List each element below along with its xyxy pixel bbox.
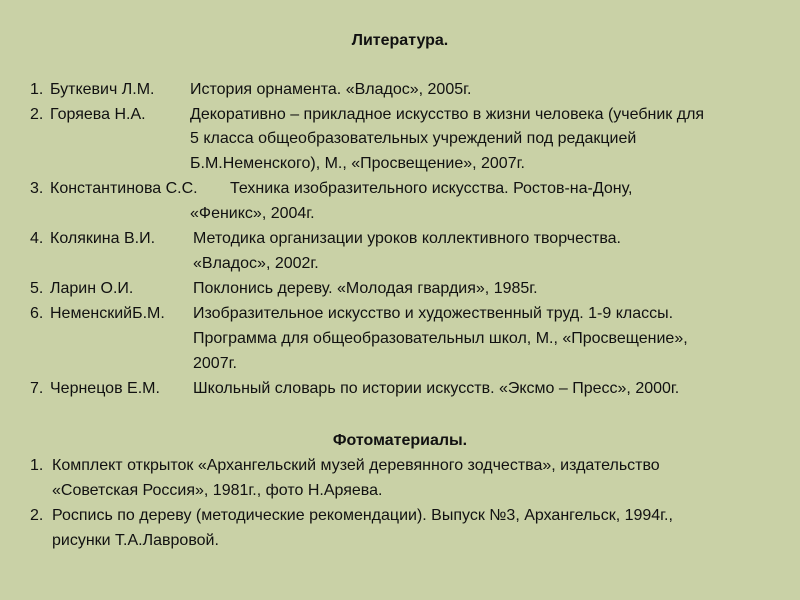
item-title-line: Декоративно – прикладное искусство в жизни человека (учебник для [190, 106, 705, 123]
item-title-line: Школьный словарь по истории искусств. «Эксмо – Пресс», 2000г. [193, 380, 680, 397]
item-continuation-line: «Советская Россия», 1981г., фото Н.Аряева. [52, 482, 383, 499]
photo-heading: Фотоматериалы. [332, 432, 468, 449]
item-title-line: Изобразительное искусство и художественный труд. 1-9 классы. [193, 305, 674, 322]
item-author: Колякина В.И. [50, 230, 156, 247]
item-author: НеменскийБ.М. [50, 305, 165, 322]
item-title-line: История орнамента. «Владос», 2005г. [190, 81, 472, 98]
item-number: 4. [30, 230, 44, 247]
item-continuation-line: 5 класса общеобразовательных учреждений под редакцией [190, 130, 637, 147]
item-author: Константинова С.С. [50, 180, 198, 197]
item-number: 2. [30, 106, 44, 123]
item-number: 2. [30, 507, 44, 524]
literature-heading: Литература. [351, 32, 449, 49]
item-title-line: Методика организации уроков коллективного творчества. [193, 230, 621, 247]
item-title-line: Комплект открыток «Архангельский музей деревянного зодчества», издательство [52, 457, 660, 474]
item-title-line: Техника изобразительного искусства. Ростов-на-Дону, [230, 180, 633, 197]
item-author: Ларин О.И. [50, 280, 134, 297]
item-author: Чернецов Е.М. [50, 380, 160, 397]
item-number: 7. [30, 380, 44, 397]
item-number: 3. [30, 180, 44, 197]
item-continuation-line: 2007г. [193, 355, 237, 372]
item-continuation-line: Б.М.Неменского), М., «Просвещение», 2007г. [190, 155, 525, 172]
item-number: 5. [30, 280, 44, 297]
item-continuation-line: Программа для общеобразовательныл школ, М., «Просвещение», [193, 330, 688, 347]
item-author: Буткевич Л.М. [50, 81, 155, 98]
item-number: 1. [30, 457, 44, 474]
item-continuation-line: рисунки Т.А.Лавровой. [52, 532, 219, 549]
item-continuation-line: «Феникс», 2004г. [190, 205, 315, 222]
item-number: 1. [30, 81, 44, 98]
item-number: 6. [30, 305, 44, 322]
item-title-line: Поклонись дереву. «Молодая гвардия», 1985г. [193, 280, 538, 297]
item-title-line: Роспись по дереву (методические рекомендации). Выпуск №3, Архангельск, 1994г., [52, 507, 673, 524]
item-continuation-line: «Владос», 2002г. [193, 255, 319, 272]
item-author: Горяева Н.А. [50, 106, 146, 123]
